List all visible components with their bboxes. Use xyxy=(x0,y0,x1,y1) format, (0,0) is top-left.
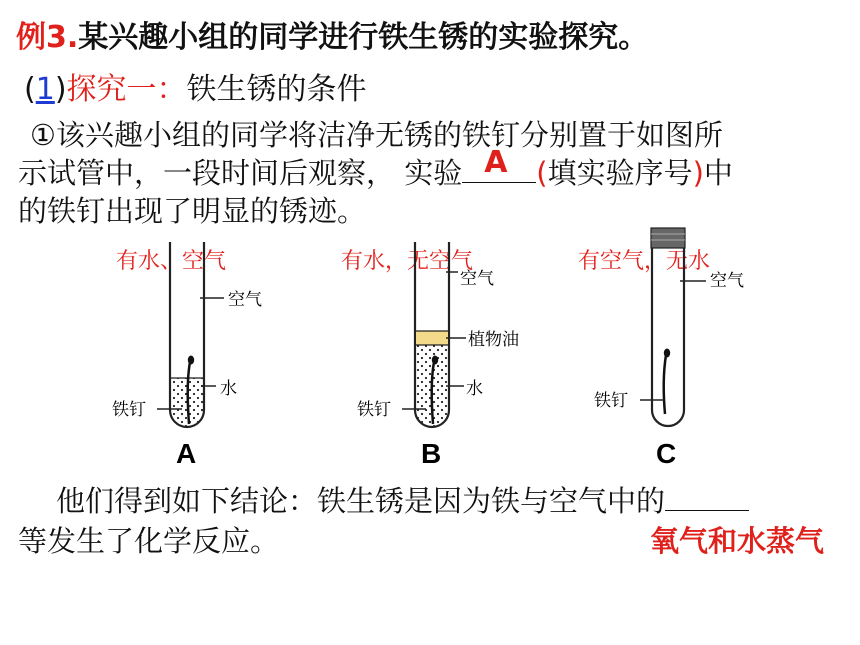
label-nail-a: 铁钉 xyxy=(112,400,146,419)
question-line-3: 的铁钉出现了明显的锈迹。 xyxy=(18,194,367,228)
label-air-a: 空气 xyxy=(228,290,262,309)
label-oil-b: 植物油 xyxy=(468,330,519,349)
conclusion-text-1: 他们得到如下结论：铁生锈是因为铁与空气中的 xyxy=(56,484,666,518)
answer-conclusion: 氧气和水蒸气 xyxy=(650,524,825,558)
tube-id-c: C xyxy=(656,438,677,469)
section-text: 铁生锈的条件 xyxy=(186,72,367,107)
answer-blank-conclusion xyxy=(665,484,749,511)
question-line-2-pre: 示试管中，一段时间后观察， 实验 xyxy=(18,156,463,190)
section-paren-open: ( xyxy=(24,72,36,107)
label-nail-b: 铁钉 xyxy=(357,400,391,419)
tube-c xyxy=(640,228,706,426)
question-line-1: ①该兴趣小组的同学将洁净无锈的铁钉分别置于如图所 xyxy=(30,118,723,152)
tube-b xyxy=(402,242,466,427)
stopper-c xyxy=(651,228,685,248)
tube-a xyxy=(157,242,224,427)
section-label: 探究一： xyxy=(66,72,187,107)
tube-id-a: A xyxy=(176,438,197,469)
section-paren-close: ) xyxy=(54,72,67,107)
condition-b: 有水，无空气 xyxy=(341,249,474,274)
answer-experiment: A xyxy=(484,145,508,180)
paren-open: ( xyxy=(536,156,548,190)
conclusion-line-2: 等发生了化学反应。 xyxy=(18,524,280,558)
label-air-c: 空气 xyxy=(710,271,744,290)
section-number-link[interactable]: 1 xyxy=(35,72,55,107)
label-air-b: 空气 xyxy=(460,269,494,288)
question-line-2-post: 中 xyxy=(703,156,733,190)
label-water-a: 水 xyxy=(220,379,237,398)
example-text: 某兴趣小组的同学进行铁生锈的实验探究。 xyxy=(78,20,649,55)
conclusion-line-1 xyxy=(56,484,749,518)
nail-c xyxy=(664,355,666,414)
example-number: 例3. xyxy=(16,20,79,55)
label-nail-c: 铁钉 xyxy=(594,391,628,410)
hint-text: 填实验序号 xyxy=(547,156,693,190)
oil-layer-b xyxy=(416,331,448,345)
paren-close: ) xyxy=(692,156,704,190)
condition-a: 有水、空气 xyxy=(116,249,227,274)
tube-id-b: B xyxy=(421,438,442,469)
condition-c: 有空气，无水 xyxy=(578,249,711,274)
label-water-b: 水 xyxy=(466,379,483,398)
